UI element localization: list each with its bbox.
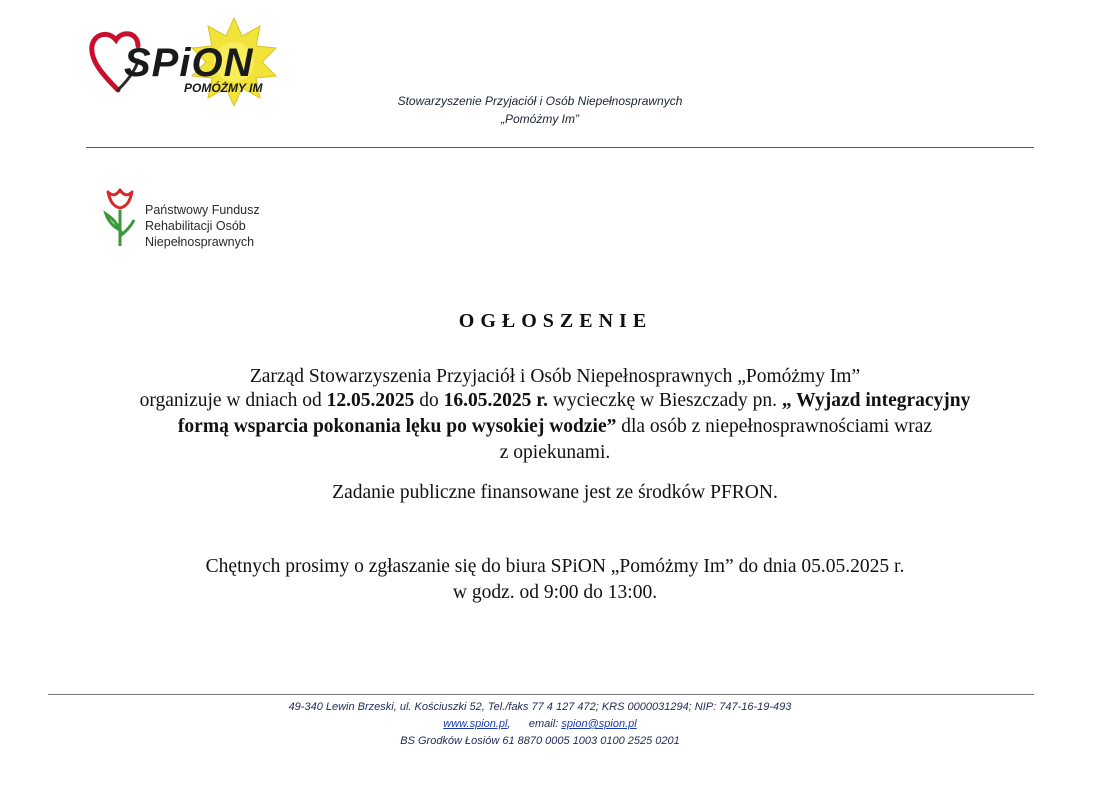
org-name: Stowarzyszenie Przyjaciół i Osób Niepełnosprawnych: [397, 94, 683, 108]
website-separator: ,: [507, 718, 511, 730]
registration-line-1: Chętnych prosimy o zgłaszanie się do biura SPiON „Pomóżmy Im” do dnia 05.05.2025 r.: [205, 556, 905, 577]
line2-text-a: organizuje w dniach od: [139, 390, 327, 411]
announcement-line-4: z opiekunami.: [499, 442, 611, 463]
announcement-line-3: [60, 414, 1050, 440]
footer-bank: BS Grodków Łosiów 61 8870 0005 1003 0100 2525 0201: [400, 735, 680, 747]
spion-logo: [84, 14, 304, 106]
header-divider: [86, 147, 1034, 148]
pfron-logo: [100, 186, 300, 252]
funding-note: Zadanie publiczne finansowane jest ze środków PFRON.: [332, 482, 778, 503]
logo-subtitle: POMÓŻMY IM: [184, 81, 263, 95]
email-link[interactable]: spion@spion.pl: [561, 718, 637, 730]
footer-divider: [48, 694, 1034, 695]
pfron-line-2: Rehabilitacji Osób: [145, 219, 246, 233]
tulip-icon: [100, 186, 140, 248]
registration-line-2: w godz. od 9:00 do 13:00.: [452, 582, 658, 603]
date-to: 16.05.2025 r.: [443, 390, 548, 411]
announcement-line-2: [60, 388, 1050, 414]
line2-text-b: do: [414, 390, 444, 411]
footer-address: 49-340 Lewin Brzeski, ul. Kościuszki 52, Tel./faks 77 4 127 472; KRS 0000031294; NIP: 747-16-19-493: [288, 701, 792, 713]
line2-text-c: wycieczkę w Bieszczady pn.: [548, 390, 782, 411]
website-link[interactable]: www.spion.pl: [443, 718, 508, 730]
logo-wordmark: SPiON: [124, 41, 254, 85]
pfron-line-1: Państwowy Fundusz: [145, 203, 260, 217]
trip-name-part-1: „ Wyjazd integracyjny: [781, 390, 971, 411]
footer-contact: [200, 716, 880, 732]
announcement-line-1: Zarząd Stowarzyszenia Przyjaciół i Osób Niepełnosprawnych „Pomóżmy Im”: [249, 366, 861, 387]
org-subname: „Pomóżmy Im”: [501, 112, 579, 126]
date-from: 12.05.2025: [326, 390, 415, 411]
trip-name-part-2: formą wsparcia pokonania lęku po wysokiej wodzie”: [177, 416, 617, 437]
email-label: email:: [528, 718, 562, 730]
pfron-line-3: Niepełnosprawnych: [145, 235, 255, 249]
announcement-title: OGŁOSZENIE: [458, 310, 653, 332]
line3-text: dla osób z niepełnosprawnościami wraz: [616, 416, 933, 437]
